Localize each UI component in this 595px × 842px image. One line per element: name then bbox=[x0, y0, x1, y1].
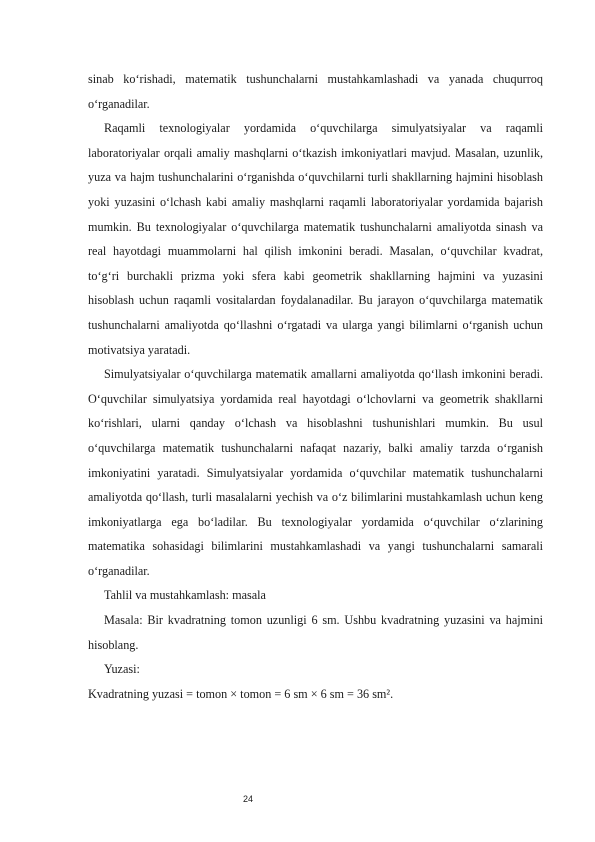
paragraph-digital-labs: Raqamli texnologiyalar yordamida o‘quvchilarga simulyatsiyalar va raqamli laboratoriyalar orqali amaliy mashqlarni o‘tkazish imkoniyatlari mavjud. Masalan, uzunlik, yuza va hajm tushunchalarini o‘rganishda o‘quvchilarni turli shakllarning hajmini hisoblash yoki yuzasini o‘lchash kabi amaliy mashqlarni raqamli laboratoriyalar yordamida bajarish mumkin. Bu texnologiyalar o‘quvchilarga matematik tushunchalarni amaliyotda sinash va real hayotdagi muammolarni hal qilish imkonini beradi. Masalan, o‘quvchilar kvadrat, to‘g‘ri burchakli prizma yoki sfera kabi geometrik shakllarning hajmini va yuzasini hisoblash uchun raqamli vositalardan foydalanadilar. Bu jarayon o‘quvchilarga matematik tushunchalarni amaliyotda qo‘llashni o‘rgatadi va ularga yangi bilimlarni o‘rganish uchun motivatsiya yaratadi. bbox=[88, 121, 543, 357]
area-formula: Kvadratning yuzasi = tomon × tomon = 6 sm × 6 sm = 36 sm². bbox=[88, 686, 394, 701]
paragraph-continuation: sinab ko‘rishadi, matematik tushunchalarni mustahkamlashadi va yanada chuqurroq o‘rganadilar. bbox=[88, 72, 543, 111]
problem-statement: Masala: Bir kvadratning tomon uzunligi 6 sm. Ushbu kvadratning yuzasini va hajmini hisoblang. bbox=[88, 613, 543, 652]
section-heading: Tahlil va mustahkamlash: masala bbox=[104, 588, 266, 603]
page-number: 24 bbox=[243, 794, 254, 804]
page-body bbox=[88, 67, 543, 706]
paragraph-simulations: Simulyatsiyalar o‘quvchilarga matematik amallarni amaliyotda qo‘llash imkonini beradi. O‘quvchilar simulyatsiya yordamida real hayotdagi o‘lchovlarni va geometrik shakllarni ko‘rishlari, ularni qanday o‘lchash va hisoblashni tushunishlari mumkin. Bu usul o‘quvchilarga matematik tushunchalarni nafaqat nazariy, balki amaliy tarzda o‘rganish imkoniyatini yaratadi. Simulyatsiyalar yordamida o‘quvchilar matematik tushunchalarni amaliyotda qo‘llash, turli masalalarni yechish va o‘z bilimlarini mustahkamlash uchun keng imkoniyatlarga ega bo‘ladilar. Bu texnologiyalar yordamida o‘quvchilar o‘zlarining matematika sohasidagi bilimlarini mustahkamlashadi va yangi tushunchalarni samarali o‘rganadilar. bbox=[88, 367, 543, 578]
solution-label: Yuzasi: bbox=[104, 662, 140, 677]
